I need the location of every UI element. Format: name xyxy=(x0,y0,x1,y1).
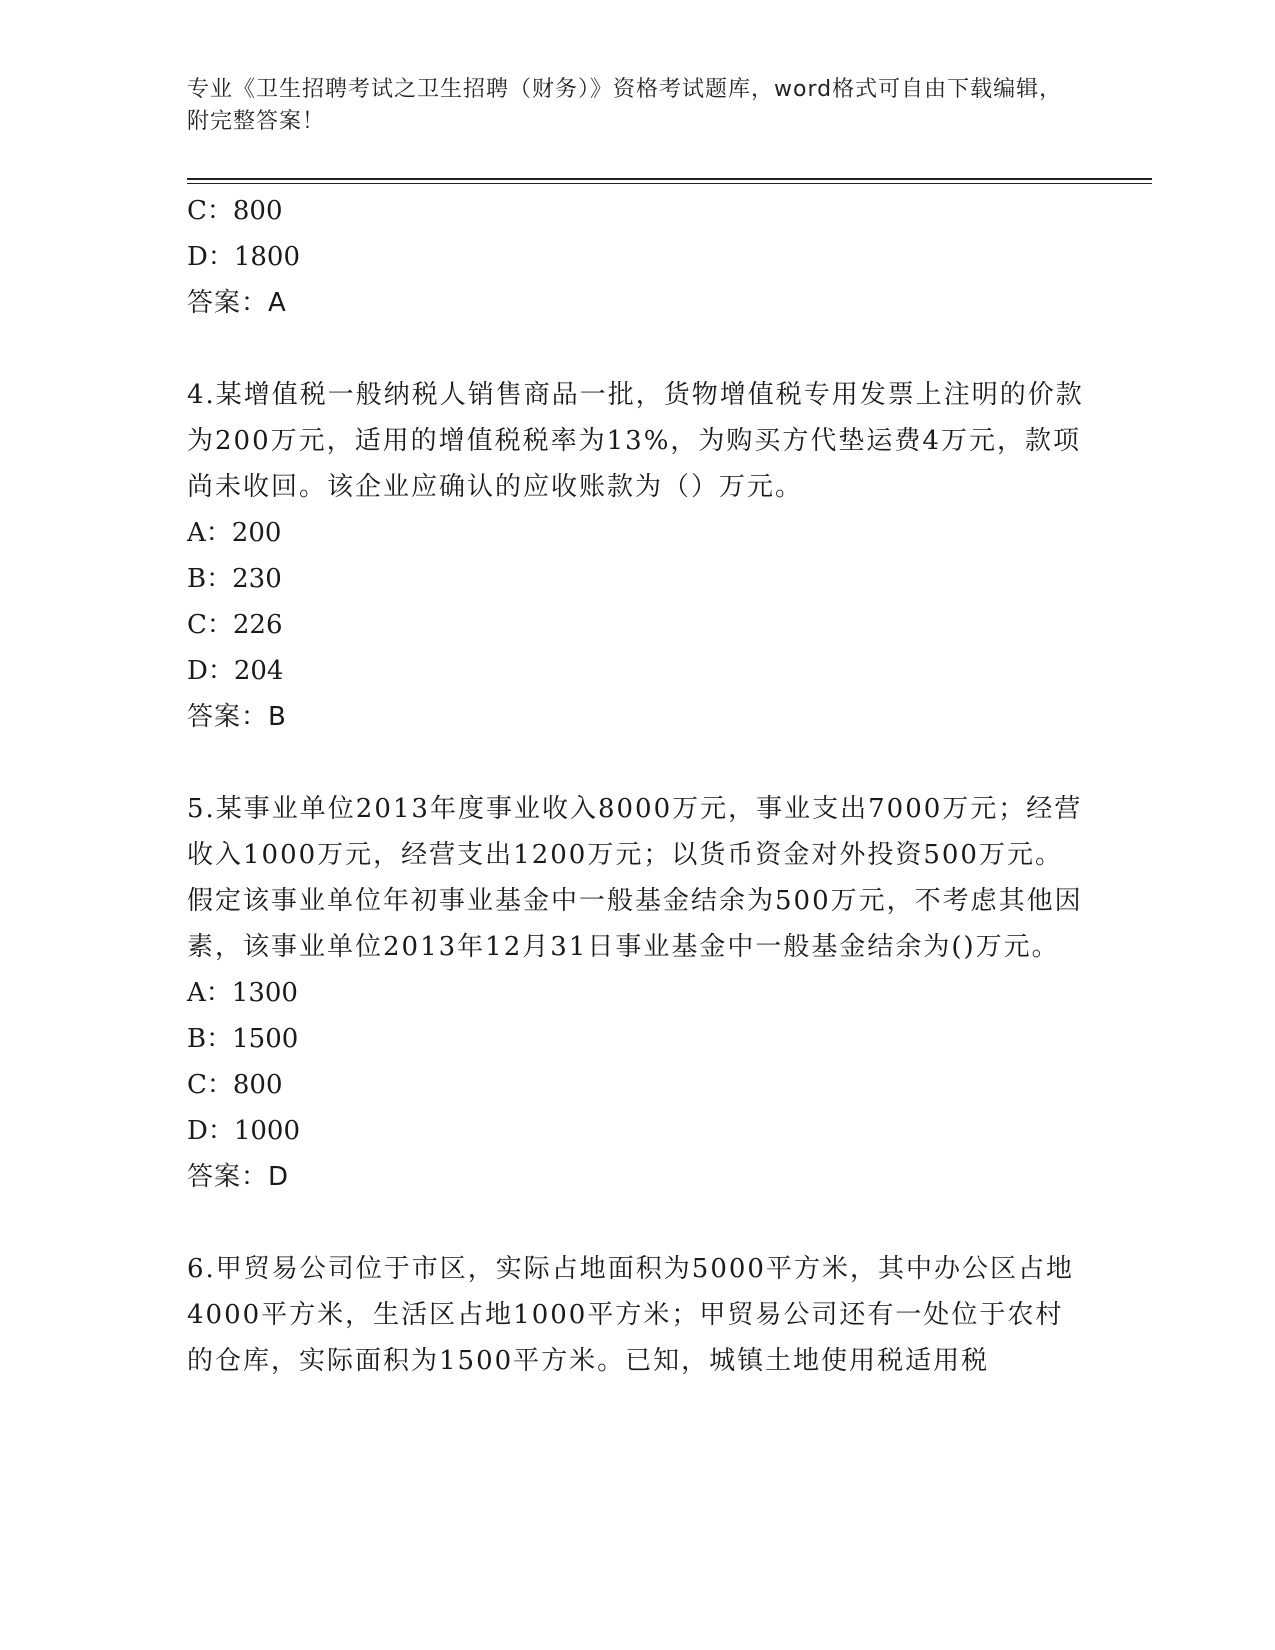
spacer xyxy=(187,740,1087,786)
question-4-option-b: B：230 xyxy=(187,564,282,594)
question-4-text: 4.某增值税一般纳税人销售商品一批，货物增值税专用发票上注明的价款为200万元，适用的增值税税率为13%，为购买方代垫运费4万元，款项尚未收回。该企业应确认的应收账款为（）万元。 xyxy=(187,380,1084,502)
question-4-answer: 答案：B xyxy=(187,702,287,732)
question-5-option-d: D：1000 xyxy=(187,1116,301,1146)
question-4-option-c: C：226 xyxy=(187,610,283,640)
spacer xyxy=(187,326,1087,372)
spacer xyxy=(187,1200,1087,1246)
option-c: C：800 xyxy=(187,196,283,226)
question-5-option-b: B：1500 xyxy=(187,1024,299,1054)
question-4-option-d: D：204 xyxy=(187,656,284,686)
question-5-option-c: C：800 xyxy=(187,1070,283,1100)
header-divider-thin xyxy=(187,183,1152,184)
document-header: 专业《卫生招聘考试之卫生招聘（财务）》资格考试题库，word格式可自由下载编辑，附完整答案！ xyxy=(187,77,1063,134)
question-5-option-a: A：1300 xyxy=(187,978,298,1008)
answer-line: 答案：A xyxy=(187,288,287,318)
question-4-option-a: A：200 xyxy=(187,518,282,548)
question-6-text: 6.甲贸易公司位于市区，实际占地面积为5000平方米，其中办公区占地4000平方米，生活区占地1000平方米；甲贸易公司还有一处位于农村的仓库，实际面积为1500平方米。已知，城镇土地使用税适用税 xyxy=(187,1254,1074,1376)
option-d: D：1800 xyxy=(187,242,301,272)
question-content xyxy=(187,188,1087,1384)
question-5-answer: 答案：D xyxy=(187,1162,290,1192)
header-divider-thick xyxy=(187,178,1152,180)
question-5-text: 5.某事业单位2013年度事业收入8000万元，事业支出7000万元；经营收入1000万元，经营支出1200万元；以货币资金对外投资500万元。假定该事业单位年初事业基金中一般基金结余为500万元，不考虑其他因素，该事业单位2013年12月31日事业基金中一般基金结余为()万元。 xyxy=(187,794,1083,962)
